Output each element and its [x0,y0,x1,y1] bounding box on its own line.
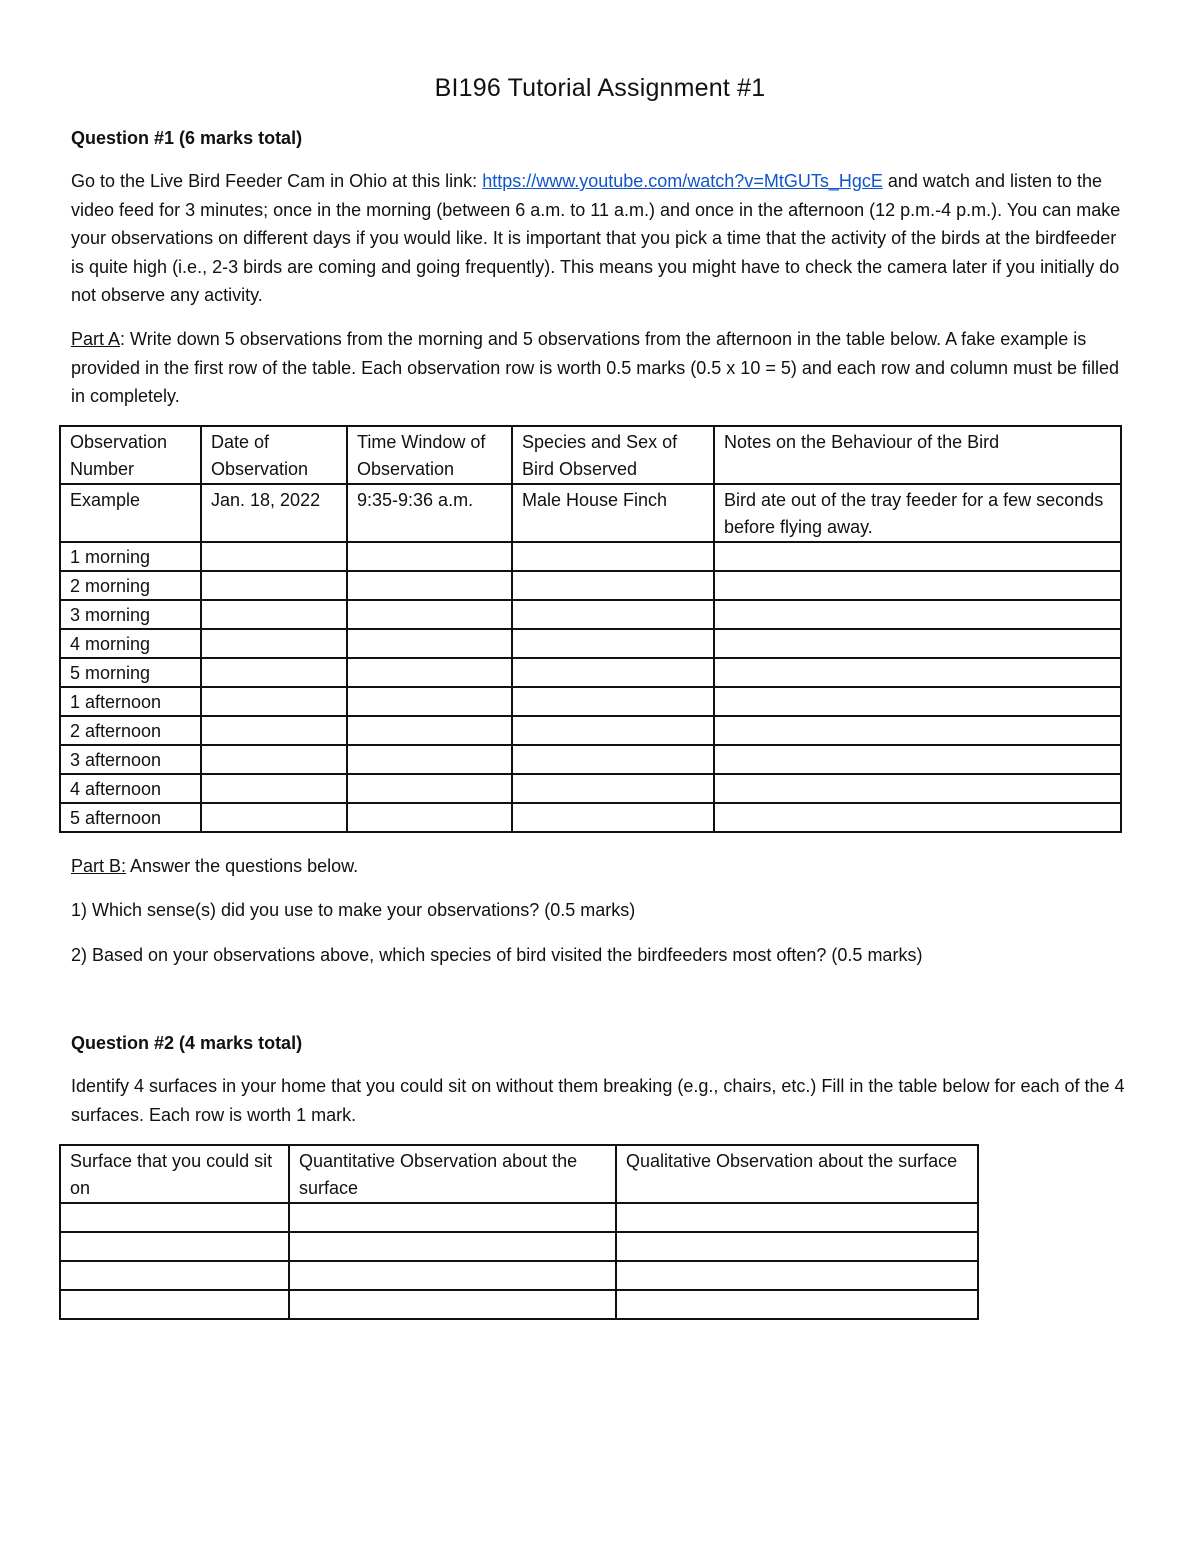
empty-cell[interactable] [714,629,1121,658]
example-notes: Bird ate out of the tray feeder for a few seconds before flying away. [714,484,1121,542]
row-label: 3 afternoon [60,745,201,774]
empty-cell[interactable] [714,803,1121,832]
table-row [60,716,1121,745]
table-header-row [60,426,1121,484]
empty-cell[interactable] [201,745,347,774]
empty-cell[interactable] [714,716,1121,745]
row-label: 4 afternoon [60,774,201,803]
row-label: 5 afternoon [60,803,201,832]
table-row [60,774,1121,803]
part-a-label: Part A [71,329,121,349]
example-date: Jan. 18, 2022 [201,484,347,542]
empty-cell[interactable] [714,745,1121,774]
empty-cell[interactable] [60,1203,289,1232]
example-number: Example [60,484,201,542]
empty-cell[interactable] [512,600,714,629]
intro-text-before-link: Go to the Live Bird Feeder Cam in Ohio at this link: [71,171,483,191]
header-time-window: Time Window of Observation [347,426,512,484]
empty-cell[interactable] [512,716,714,745]
surface-table [59,1144,979,1320]
empty-cell[interactable] [201,629,347,658]
bird-cam-link[interactable]: https://www.youtube.com/watch?v=MtGUTs_HgcE [482,171,883,191]
question-2-intro: Identify 4 surfaces in your home that you could sit on without them breaking (e.g., chairs, etc.) Fill in the table below for each of the 4 surfaces. Each row is worth 1 mark. [71,1076,1125,1125]
question-2-heading: Question #2 (4 marks total) [71,1033,303,1053]
empty-cell[interactable] [60,1290,289,1319]
empty-cell[interactable] [714,658,1121,687]
empty-cell[interactable] [347,803,512,832]
table-row [60,1290,978,1319]
empty-cell[interactable] [289,1203,616,1232]
empty-cell[interactable] [512,745,714,774]
header-species-sex: Species and Sex of Bird Observed [512,426,714,484]
empty-cell[interactable] [201,658,347,687]
table-row [60,687,1121,716]
table-row [60,803,1121,832]
header-qualitative: Qualitative Observation about the surface [616,1145,978,1203]
header-date: Date of Observation [201,426,347,484]
question-1-intro [71,167,1131,310]
empty-cell[interactable] [714,687,1121,716]
empty-cell[interactable] [201,571,347,600]
empty-cell[interactable] [616,1203,978,1232]
empty-cell[interactable] [512,803,714,832]
empty-cell[interactable] [347,774,512,803]
empty-cell[interactable] [201,600,347,629]
empty-cell[interactable] [289,1290,616,1319]
empty-cell[interactable] [201,542,347,571]
row-label: 2 afternoon [60,716,201,745]
row-label: 3 morning [60,600,201,629]
table-row [60,1203,978,1232]
empty-cell[interactable] [201,687,347,716]
empty-cell[interactable] [616,1232,978,1261]
row-label: 4 morning [60,629,201,658]
table-row [60,745,1121,774]
empty-cell[interactable] [347,600,512,629]
part-b-label: Part B: [71,856,127,876]
example-time: 9:35-9:36 a.m. [347,484,512,542]
empty-cell[interactable] [201,803,347,832]
empty-cell[interactable] [347,542,512,571]
empty-cell[interactable] [512,687,714,716]
empty-cell[interactable] [714,571,1121,600]
empty-cell[interactable] [512,629,714,658]
table-row [60,1261,978,1290]
empty-cell[interactable] [289,1232,616,1261]
example-row [60,484,1121,542]
empty-cell[interactable] [201,774,347,803]
empty-cell[interactable] [60,1261,289,1290]
part-a-text: : Write down 5 observations from the morning and 5 observations from the afternoon in the table below. A fake example is provided in the first row of the table. Each observation row is worth 0.5 marks (0.5 x 10 = 5) and each row and column must be filled in completely. [71,329,1120,406]
empty-cell[interactable] [347,716,512,745]
header-quantitative: Quantitative Observation about the surface [289,1145,616,1203]
empty-cell[interactable] [347,687,512,716]
header-surface: Surface that you could sit on [60,1145,289,1203]
empty-cell[interactable] [714,542,1121,571]
empty-cell[interactable] [201,716,347,745]
empty-cell[interactable] [60,1232,289,1261]
table-header-row [60,1145,978,1203]
empty-cell[interactable] [512,774,714,803]
row-label: 1 morning [60,542,201,571]
table-row [60,571,1121,600]
example-species: Male House Finch [512,484,714,542]
part-b-question-1: 1) Which sense(s) did you use to make your observations? (0.5 marks) [71,900,636,920]
part-b-text: Answer the questions below. [126,856,359,876]
empty-cell[interactable] [512,542,714,571]
table-row [60,629,1121,658]
empty-cell[interactable] [714,774,1121,803]
empty-cell[interactable] [714,600,1121,629]
empty-cell[interactable] [347,658,512,687]
empty-cell[interactable] [616,1261,978,1290]
row-label: 2 morning [60,571,201,600]
document-title: BI196 Tutorial Assignment #1 [434,74,766,102]
table-row [60,658,1121,687]
header-notes: Notes on the Behaviour of the Bird [714,426,1121,484]
intro-text-after-link: and watch and listen to the video feed for 3 minutes; once in the morning (between 6 a.m. to 11 a.m.) and once in the afternoon (12 p.m.-4 p.m.). You can make your observations on different days if you would like. It is important that you pick a time that the activity of the birds at the birdfeeder is quite high (i.e., 2-3 birds are coming and going frequently). This means you might have to check the camera later if you initially do not observe any activity. [71,171,1121,305]
table-row [60,542,1121,571]
empty-cell[interactable] [347,629,512,658]
empty-cell[interactable] [347,571,512,600]
part-b-instructions [71,852,1131,881]
table-row [60,600,1121,629]
empty-cell[interactable] [512,571,714,600]
part-a-instructions [71,325,1131,411]
empty-cell[interactable] [347,745,512,774]
question-1-heading: Question #1 (6 marks total) [71,128,303,148]
empty-cell[interactable] [512,658,714,687]
part-b-question-2: 2) Based on your observations above, which species of bird visited the birdfeeders most often? (0.5 marks) [71,945,923,965]
empty-cell[interactable] [616,1290,978,1319]
observation-table [59,425,1122,833]
row-label: 1 afternoon [60,687,201,716]
table-row [60,1232,978,1261]
row-label: 5 morning [60,658,201,687]
header-observation-number: Observation Number [60,426,201,484]
empty-cell[interactable] [289,1261,616,1290]
